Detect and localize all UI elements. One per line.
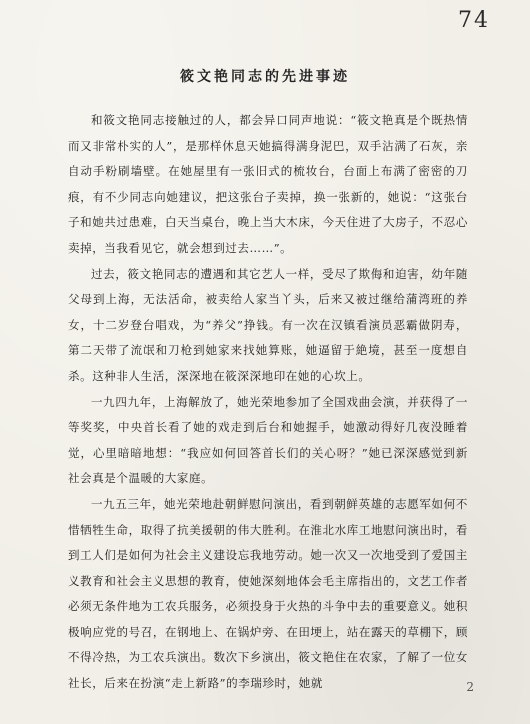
document-body <box>68 108 468 697</box>
paragraph: 和筱文艳同志接触过的人，都会异口同声地说：“筱文艳真是个既热情而又非常朴实的人”，是那样休息天她搞得满身泥巴，双手沾满了石灰，亲自动手粉刷墙壁。在她屋里有一张旧式的梳妆台，台面上布满了密密的刀痕，有不少同志向她建议，把这张台子卖掉，换一张新的，她说：“这张台子和她共过患难，白天当桌台，晚上当大木床，今天住进了大房子，不忍心卖掉，当我看见它，就会想到过去……”。 <box>68 113 468 255</box>
paragraph: 一九五三年，她光荣地赴朝鲜慰问演出，看到朝鲜英雄的志愿军如何不惜牺牲生命，取得了抗美援朝的伟大胜利。在淮北水库工地慰问演出时，看到工人们是如何为社会主义建设忘我地劳动。她一次又一次地受到了爱国主义教育和社会主义思想的教育，使她深刻地体会毛主席指出的，文艺工作者必须无条件地为工农兵服务，必须投身于火热的斗争中去的重要意义。她积极响应党的号召，在钢地上、在锅炉旁、在田埂上，站在露天的草棚下，顾不得冷热，为工农兵演出。数次下乡演出，筱文艳住在农家，了解了一位女社长，后来在扮演“走上新路”的李瑞珍时，她就 <box>68 496 468 691</box>
paragraph: 过去，筱文艳同志的遭遇和其它艺人一样，受尽了欺侮和迫害，幼年随父母到上海，无法活命，被卖给人家当丫头，后来又被过继给蒲湾班的养女，十二岁登台唱戏，为“养父”挣钱。有一次在汉镇看演员恶霸做阴寿，第二天带了流氓和刀枪到她家来找她算账，她逼留于絶境，甚至一度想自杀。这种非人生活，深深地在筱深深地印在她的心坎上。 <box>68 266 468 383</box>
paragraph: 一九四九年，上海解放了，她光荣地参加了全国戏曲会演，并获得了一等奖奖，中央首长看了她的戏走到后台和她握手，她激动得好几夜没睡着觉，心里暗暗地想：“我应如何回答首长们的关心呀？”她已深深感觉到新社会真是个温暖的大家庭。 <box>68 394 468 486</box>
page-title: 筱文艳同志的先进事迹 <box>180 69 350 85</box>
corner-mark: 2 <box>466 680 474 694</box>
page-number: 74 <box>458 8 490 33</box>
